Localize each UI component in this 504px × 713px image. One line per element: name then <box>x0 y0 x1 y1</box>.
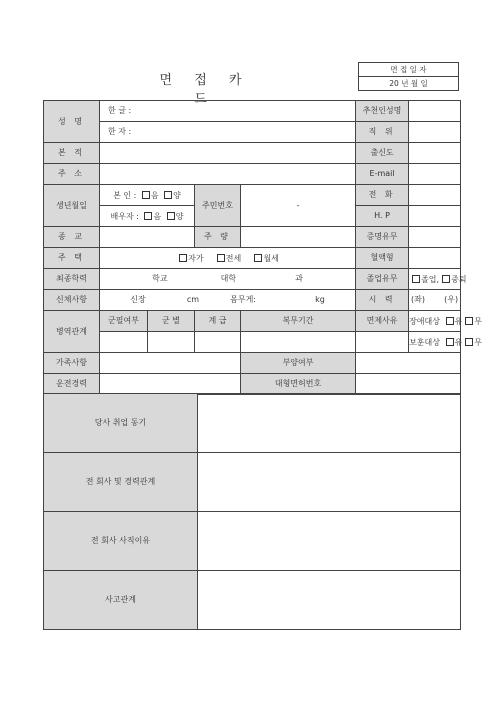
email-label: E-mail <box>356 164 409 185</box>
rank-header: 계 급 <box>195 311 241 332</box>
veteran-options[interactable] <box>409 332 482 353</box>
driving-label: 운전경력 <box>44 374 100 395</box>
essay-label: 사고관계 <box>44 571 198 630</box>
education-label: 최종학력 <box>44 269 100 290</box>
family-label: 가족사항 <box>44 353 100 374</box>
vision-field[interactable] <box>409 290 461 311</box>
graduated-option: 졸업, <box>421 274 440 284</box>
position-label: 직 위 <box>356 122 409 143</box>
driving-field[interactable] <box>100 374 241 395</box>
height-text: 신장 <box>130 295 146 304</box>
driver-license-label: 대형면허번호 <box>241 374 356 395</box>
checkbox-icon[interactable] <box>217 254 225 262</box>
checkbox-icon[interactable] <box>254 254 262 262</box>
department-text: 과 <box>295 274 303 283</box>
birthplace-label: 출신도 <box>356 143 409 164</box>
education-field[interactable] <box>100 269 356 290</box>
service-period-header: 복무기간 <box>241 311 356 332</box>
checkbox-icon[interactable] <box>142 191 150 199</box>
branch-header: 군 별 <box>148 311 195 332</box>
yes-option: 유 <box>454 337 463 347</box>
college-text: 대학 <box>220 274 237 283</box>
checkbox-icon[interactable] <box>465 338 473 346</box>
housing-label: 주 택 <box>44 248 100 269</box>
housing-monthly: 월세 <box>263 253 279 263</box>
checkbox-icon[interactable] <box>167 212 175 220</box>
checkbox-icon[interactable] <box>412 275 420 283</box>
hp-field[interactable] <box>409 206 461 227</box>
essay-field[interactable] <box>198 512 461 571</box>
interview-date-field[interactable]: 20 년 월 일 <box>359 77 459 91</box>
referrer-field[interactable] <box>409 101 461 122</box>
exemption-header: 면제사유 <box>356 311 409 332</box>
resident-number-label: 주민번호 <box>195 185 241 227</box>
self-label: 본 인 : <box>113 190 137 200</box>
left-eye: (좌) <box>411 295 426 304</box>
graduation-label: 졸업유무 <box>356 269 409 290</box>
resident-number-field[interactable]: - <box>241 185 356 227</box>
yes-option: 유 <box>454 316 463 326</box>
page-title: 면 접 카 드 <box>159 73 251 107</box>
dependents-label: 부양여부 <box>241 353 356 374</box>
lunar-option: 음 <box>153 211 162 221</box>
lunar-option: 음 <box>150 190 159 200</box>
drinking-field[interactable] <box>241 227 356 248</box>
origin-label: 본 적 <box>44 143 100 164</box>
birthday-label: 생년월일 <box>44 185 100 227</box>
body-label: 신체사항 <box>44 290 100 311</box>
solar-option: 양 <box>175 211 184 221</box>
weight-text: 몸무게: <box>230 295 256 304</box>
essay-label: 전 회사 및 경력관계 <box>44 453 198 512</box>
dependents-field[interactable] <box>356 353 461 374</box>
weight-unit: kg <box>315 295 325 304</box>
checkbox-icon[interactable] <box>446 338 454 346</box>
essay-label: 전 회사 사직이유 <box>44 512 198 571</box>
housing-jeonse: 전세 <box>225 253 242 263</box>
housing-own: 자가 <box>188 253 204 263</box>
military-label: 병역관계 <box>44 311 100 353</box>
essay-field[interactable] <box>198 571 461 630</box>
spouse-label: 배우자 : <box>110 211 139 221</box>
solar-option: 양 <box>173 190 181 200</box>
interview-date-box <box>358 62 459 91</box>
dropped-option: 중퇴 <box>451 274 467 284</box>
no-option: 무 <box>474 337 482 347</box>
checkbox-icon[interactable] <box>442 275 450 283</box>
korean-name-field[interactable]: 한 글 : <box>100 101 356 122</box>
blood-type-label: 혈액형 <box>356 248 409 269</box>
hanja-name-field[interactable]: 한 자 : <box>100 122 356 143</box>
birthplace-field[interactable] <box>409 143 461 164</box>
served-field[interactable] <box>100 332 148 353</box>
driver-license-field[interactable] <box>356 374 461 395</box>
school-text: 학교 <box>152 274 168 283</box>
interview-form-table <box>43 100 482 395</box>
veteran-label: 보훈대상 <box>409 337 440 347</box>
religion-field[interactable] <box>100 227 195 248</box>
origin-field[interactable] <box>100 143 356 164</box>
graduation-options[interactable] <box>409 269 467 290</box>
drinking-label: 주 량 <box>195 227 241 248</box>
license-field[interactable] <box>409 227 461 248</box>
rank-field[interactable] <box>195 332 241 353</box>
family-field[interactable] <box>100 353 241 374</box>
address-label: 주 소 <box>44 164 100 185</box>
religion-label: 종 교 <box>44 227 100 248</box>
disabled-options[interactable] <box>409 311 482 332</box>
exemption-field[interactable] <box>356 332 409 353</box>
checkbox-icon[interactable] <box>465 317 473 325</box>
essay-field[interactable] <box>198 453 461 512</box>
served-header: 군필여부 <box>100 311 148 332</box>
height-unit: cm <box>186 295 200 304</box>
essay-label: 당사 취업 동기 <box>44 394 198 453</box>
referrer-label: 추천인성명 <box>356 101 409 122</box>
vision-label: 시 력 <box>356 290 409 311</box>
email-field[interactable] <box>409 164 461 185</box>
service-period-field[interactable] <box>241 332 356 353</box>
license-label: 증명유무 <box>356 227 409 248</box>
name-label: 성 명 <box>44 101 100 143</box>
branch-field[interactable] <box>148 332 195 353</box>
checkbox-icon[interactable] <box>144 212 152 220</box>
address-field[interactable] <box>100 164 356 185</box>
no-option: 무 <box>474 316 482 326</box>
spouse-birthday-field[interactable] <box>100 206 195 227</box>
position-field[interactable] <box>409 122 461 143</box>
right-eye: (우) <box>444 295 459 304</box>
hp-label: H. P <box>356 206 409 227</box>
checkbox-icon[interactable] <box>164 191 172 199</box>
phone-label: 전 화 <box>356 185 409 206</box>
essay-table <box>43 393 461 630</box>
checkbox-icon[interactable] <box>179 254 187 262</box>
phone-field[interactable] <box>409 185 461 206</box>
blood-type-field[interactable] <box>409 248 461 269</box>
interview-date-label: 면 접 일 자 <box>359 63 459 77</box>
housing-options[interactable] <box>100 248 356 269</box>
checkbox-icon[interactable] <box>446 317 454 325</box>
disabled-label: 장애대상 <box>409 316 440 326</box>
self-birthday-field[interactable] <box>100 185 195 206</box>
essay-field[interactable] <box>198 394 461 453</box>
body-field[interactable] <box>100 290 356 311</box>
